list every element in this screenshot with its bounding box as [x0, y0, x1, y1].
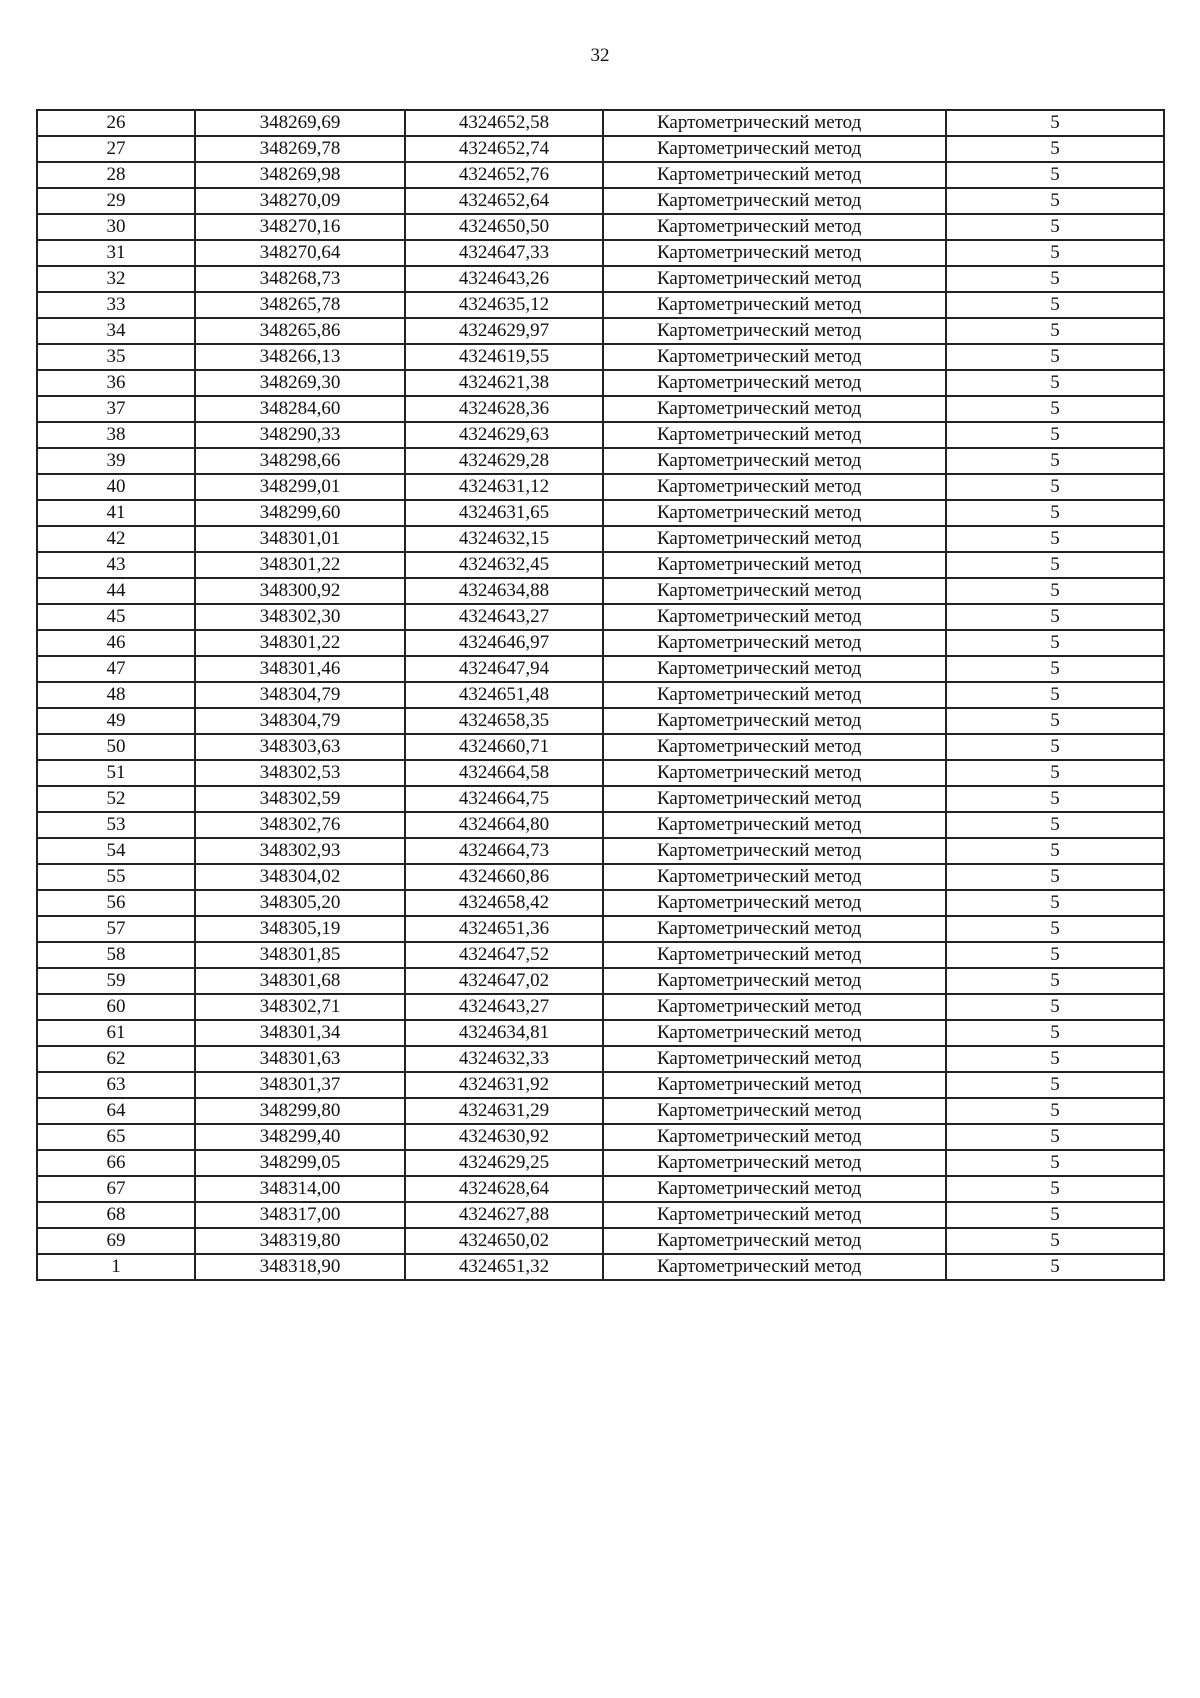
method-cell: Картометрический метод — [603, 370, 946, 396]
y-coordinate-cell: 4324646,97 — [405, 630, 603, 656]
method-cell: Картометрический метод — [603, 630, 946, 656]
point-number-cell: 60 — [37, 994, 195, 1020]
table-row — [37, 708, 1164, 734]
accuracy-cell: 5 — [946, 1124, 1164, 1150]
y-coordinate-cell: 4324627,88 — [405, 1202, 603, 1228]
y-coordinate-cell: 4324651,48 — [405, 682, 603, 708]
accuracy-cell: 5 — [946, 422, 1164, 448]
table-row — [37, 500, 1164, 526]
point-number-cell: 69 — [37, 1228, 195, 1254]
x-coordinate-cell: 348301,68 — [195, 968, 405, 994]
method-cell: Картометрический метод — [603, 890, 946, 916]
x-coordinate-cell: 348290,33 — [195, 422, 405, 448]
method-cell: Картометрический метод — [603, 968, 946, 994]
accuracy-cell: 5 — [946, 1072, 1164, 1098]
x-coordinate-cell: 348270,16 — [195, 214, 405, 240]
x-coordinate-cell: 348314,00 — [195, 1176, 405, 1202]
table-row — [37, 136, 1164, 162]
table-row — [37, 760, 1164, 786]
method-cell: Картометрический метод — [603, 214, 946, 240]
accuracy-cell: 5 — [946, 1228, 1164, 1254]
method-cell: Картометрический метод — [603, 110, 946, 136]
y-coordinate-cell: 4324629,63 — [405, 422, 603, 448]
x-coordinate-cell: 348301,37 — [195, 1072, 405, 1098]
point-number-cell: 44 — [37, 578, 195, 604]
method-cell: Картометрический метод — [603, 396, 946, 422]
point-number-cell: 40 — [37, 474, 195, 500]
x-coordinate-cell: 348269,30 — [195, 370, 405, 396]
table-row — [37, 1228, 1164, 1254]
accuracy-cell: 5 — [946, 266, 1164, 292]
x-coordinate-cell: 348318,90 — [195, 1254, 405, 1280]
point-number-cell: 54 — [37, 838, 195, 864]
accuracy-cell: 5 — [946, 734, 1164, 760]
accuracy-cell: 5 — [946, 864, 1164, 890]
accuracy-cell: 5 — [946, 500, 1164, 526]
table-row — [37, 1020, 1164, 1046]
method-cell: Картометрический метод — [603, 1098, 946, 1124]
method-cell: Картометрический метод — [603, 448, 946, 474]
method-cell: Картометрический метод — [603, 500, 946, 526]
y-coordinate-cell: 4324631,65 — [405, 500, 603, 526]
accuracy-cell: 5 — [946, 1176, 1164, 1202]
accuracy-cell: 5 — [946, 682, 1164, 708]
table-row — [37, 734, 1164, 760]
x-coordinate-cell: 348300,92 — [195, 578, 405, 604]
method-cell: Картометрический метод — [603, 1228, 946, 1254]
table-row — [37, 188, 1164, 214]
accuracy-cell: 5 — [946, 1046, 1164, 1072]
x-coordinate-cell: 348304,02 — [195, 864, 405, 890]
y-coordinate-cell: 4324647,02 — [405, 968, 603, 994]
point-number-cell: 29 — [37, 188, 195, 214]
method-cell: Картометрический метод — [603, 344, 946, 370]
accuracy-cell: 5 — [946, 604, 1164, 630]
x-coordinate-cell: 348269,98 — [195, 162, 405, 188]
table-row — [37, 1124, 1164, 1150]
y-coordinate-cell: 4324621,38 — [405, 370, 603, 396]
x-coordinate-cell: 348303,63 — [195, 734, 405, 760]
method-cell: Картометрический метод — [603, 162, 946, 188]
method-cell: Картометрический метод — [603, 838, 946, 864]
y-coordinate-cell: 4324664,80 — [405, 812, 603, 838]
x-coordinate-cell: 348304,79 — [195, 708, 405, 734]
table-row — [37, 864, 1164, 890]
method-cell: Картометрический метод — [603, 1202, 946, 1228]
point-number-cell: 62 — [37, 1046, 195, 1072]
method-cell: Картометрический метод — [603, 526, 946, 552]
table-row — [37, 656, 1164, 682]
x-coordinate-cell: 348305,19 — [195, 916, 405, 942]
accuracy-cell: 5 — [946, 1020, 1164, 1046]
point-number-cell: 39 — [37, 448, 195, 474]
table-row — [37, 552, 1164, 578]
y-coordinate-cell: 4324631,12 — [405, 474, 603, 500]
y-coordinate-cell: 4324632,33 — [405, 1046, 603, 1072]
table-row — [37, 240, 1164, 266]
y-coordinate-cell: 4324647,52 — [405, 942, 603, 968]
point-number-cell: 26 — [37, 110, 195, 136]
point-number-cell: 37 — [37, 396, 195, 422]
accuracy-cell: 5 — [946, 526, 1164, 552]
point-number-cell: 31 — [37, 240, 195, 266]
method-cell: Картометрический метод — [603, 136, 946, 162]
y-coordinate-cell: 4324628,64 — [405, 1176, 603, 1202]
point-number-cell: 65 — [37, 1124, 195, 1150]
x-coordinate-cell: 348317,00 — [195, 1202, 405, 1228]
table-row — [37, 1176, 1164, 1202]
y-coordinate-cell: 4324664,73 — [405, 838, 603, 864]
method-cell: Картометрический метод — [603, 682, 946, 708]
table-row — [37, 422, 1164, 448]
x-coordinate-cell: 348269,69 — [195, 110, 405, 136]
accuracy-cell: 5 — [946, 292, 1164, 318]
point-number-cell: 52 — [37, 786, 195, 812]
method-cell: Картометрический метод — [603, 1176, 946, 1202]
point-number-cell: 63 — [37, 1072, 195, 1098]
accuracy-cell: 5 — [946, 838, 1164, 864]
x-coordinate-cell: 348302,30 — [195, 604, 405, 630]
x-coordinate-cell: 348302,93 — [195, 838, 405, 864]
y-coordinate-cell: 4324647,33 — [405, 240, 603, 266]
accuracy-cell: 5 — [946, 890, 1164, 916]
x-coordinate-cell: 348301,01 — [195, 526, 405, 552]
x-coordinate-cell: 348301,22 — [195, 552, 405, 578]
x-coordinate-cell: 348302,53 — [195, 760, 405, 786]
accuracy-cell: 5 — [946, 474, 1164, 500]
x-coordinate-cell: 348299,60 — [195, 500, 405, 526]
method-cell: Картометрический метод — [603, 188, 946, 214]
point-number-cell: 45 — [37, 604, 195, 630]
point-number-cell: 55 — [37, 864, 195, 890]
table-row — [37, 110, 1164, 136]
method-cell: Картометрический метод — [603, 318, 946, 344]
table-row — [37, 526, 1164, 552]
x-coordinate-cell: 348284,60 — [195, 396, 405, 422]
method-cell: Картометрический метод — [603, 1150, 946, 1176]
y-coordinate-cell: 4324629,28 — [405, 448, 603, 474]
method-cell: Картометрический метод — [603, 1124, 946, 1150]
point-number-cell: 47 — [37, 656, 195, 682]
x-coordinate-cell: 348299,05 — [195, 1150, 405, 1176]
x-coordinate-cell: 348298,66 — [195, 448, 405, 474]
x-coordinate-cell: 348299,01 — [195, 474, 405, 500]
point-number-cell: 27 — [37, 136, 195, 162]
table-row — [37, 630, 1164, 656]
accuracy-cell: 5 — [946, 240, 1164, 266]
point-number-cell: 58 — [37, 942, 195, 968]
x-coordinate-cell: 348269,78 — [195, 136, 405, 162]
table-row — [37, 318, 1164, 344]
x-coordinate-cell: 348304,79 — [195, 682, 405, 708]
y-coordinate-cell: 4324658,35 — [405, 708, 603, 734]
x-coordinate-cell: 348319,80 — [195, 1228, 405, 1254]
y-coordinate-cell: 4324660,86 — [405, 864, 603, 890]
table-row — [37, 1046, 1164, 1072]
table-row — [37, 448, 1164, 474]
point-number-cell: 36 — [37, 370, 195, 396]
method-cell: Картометрический метод — [603, 994, 946, 1020]
point-number-cell: 64 — [37, 1098, 195, 1124]
accuracy-cell: 5 — [946, 318, 1164, 344]
accuracy-cell: 5 — [946, 110, 1164, 136]
table-row — [37, 578, 1164, 604]
y-coordinate-cell: 4324664,75 — [405, 786, 603, 812]
method-cell: Картометрический метод — [603, 292, 946, 318]
x-coordinate-cell: 348299,80 — [195, 1098, 405, 1124]
accuracy-cell: 5 — [946, 396, 1164, 422]
y-coordinate-cell: 4324631,92 — [405, 1072, 603, 1098]
y-coordinate-cell: 4324635,12 — [405, 292, 603, 318]
table-row — [37, 682, 1164, 708]
method-cell: Картометрический метод — [603, 266, 946, 292]
accuracy-cell: 5 — [946, 552, 1164, 578]
x-coordinate-cell: 348268,73 — [195, 266, 405, 292]
accuracy-cell: 5 — [946, 214, 1164, 240]
method-cell: Картометрический метод — [603, 916, 946, 942]
y-coordinate-cell: 4324650,02 — [405, 1228, 603, 1254]
point-number-cell: 61 — [37, 1020, 195, 1046]
table-row — [37, 812, 1164, 838]
accuracy-cell: 5 — [946, 968, 1164, 994]
point-number-cell: 57 — [37, 916, 195, 942]
accuracy-cell: 5 — [946, 448, 1164, 474]
table-row — [37, 994, 1164, 1020]
y-coordinate-cell: 4324664,58 — [405, 760, 603, 786]
method-cell: Картометрический метод — [603, 240, 946, 266]
accuracy-cell: 5 — [946, 916, 1164, 942]
accuracy-cell: 5 — [946, 344, 1164, 370]
method-cell: Картометрический метод — [603, 604, 946, 630]
accuracy-cell: 5 — [946, 708, 1164, 734]
y-coordinate-cell: 4324632,45 — [405, 552, 603, 578]
x-coordinate-cell: 348270,09 — [195, 188, 405, 214]
table-row — [37, 890, 1164, 916]
point-number-cell: 41 — [37, 500, 195, 526]
coordinates-table — [36, 109, 1165, 1281]
table-row — [37, 968, 1164, 994]
table-row — [37, 1254, 1164, 1280]
method-cell: Картометрический метод — [603, 1254, 946, 1280]
y-coordinate-cell: 4324630,92 — [405, 1124, 603, 1150]
method-cell: Картометрический метод — [603, 1046, 946, 1072]
table-row — [37, 266, 1164, 292]
point-number-cell: 42 — [37, 526, 195, 552]
x-coordinate-cell: 348302,71 — [195, 994, 405, 1020]
point-number-cell: 32 — [37, 266, 195, 292]
accuracy-cell: 5 — [946, 994, 1164, 1020]
point-number-cell: 67 — [37, 1176, 195, 1202]
point-number-cell: 49 — [37, 708, 195, 734]
y-coordinate-cell: 4324652,76 — [405, 162, 603, 188]
accuracy-cell: 5 — [946, 760, 1164, 786]
y-coordinate-cell: 4324658,42 — [405, 890, 603, 916]
table-row — [37, 214, 1164, 240]
table-row — [37, 916, 1164, 942]
table-row — [37, 292, 1164, 318]
method-cell: Картометрический метод — [603, 942, 946, 968]
accuracy-cell: 5 — [946, 942, 1164, 968]
table-row — [37, 942, 1164, 968]
x-coordinate-cell: 348265,78 — [195, 292, 405, 318]
x-coordinate-cell: 348301,22 — [195, 630, 405, 656]
page-number: 32 — [590, 45, 610, 66]
accuracy-cell: 5 — [946, 786, 1164, 812]
table-row — [37, 1150, 1164, 1176]
table-row — [37, 162, 1164, 188]
y-coordinate-cell: 4324643,27 — [405, 604, 603, 630]
accuracy-cell: 5 — [946, 136, 1164, 162]
accuracy-cell: 5 — [946, 370, 1164, 396]
x-coordinate-cell: 348301,46 — [195, 656, 405, 682]
y-coordinate-cell: 4324628,36 — [405, 396, 603, 422]
y-coordinate-cell: 4324643,27 — [405, 994, 603, 1020]
accuracy-cell: 5 — [946, 1098, 1164, 1124]
y-coordinate-cell: 4324647,94 — [405, 656, 603, 682]
method-cell: Картометрический метод — [603, 656, 946, 682]
x-coordinate-cell: 348302,59 — [195, 786, 405, 812]
point-number-cell: 66 — [37, 1150, 195, 1176]
method-cell: Картометрический метод — [603, 1072, 946, 1098]
accuracy-cell: 5 — [946, 1150, 1164, 1176]
accuracy-cell: 5 — [946, 1254, 1164, 1280]
method-cell: Картометрический метод — [603, 734, 946, 760]
y-coordinate-cell: 4324652,58 — [405, 110, 603, 136]
accuracy-cell: 5 — [946, 162, 1164, 188]
y-coordinate-cell: 4324660,71 — [405, 734, 603, 760]
y-coordinate-cell: 4324629,97 — [405, 318, 603, 344]
point-number-cell: 59 — [37, 968, 195, 994]
method-cell: Картометрический метод — [603, 474, 946, 500]
table-row — [37, 786, 1164, 812]
x-coordinate-cell: 348270,64 — [195, 240, 405, 266]
point-number-cell: 35 — [37, 344, 195, 370]
point-number-cell: 1 — [37, 1254, 195, 1280]
table-row — [37, 1202, 1164, 1228]
y-coordinate-cell: 4324643,26 — [405, 266, 603, 292]
coordinates-table-body — [37, 110, 1164, 1280]
x-coordinate-cell: 348301,34 — [195, 1020, 405, 1046]
table-row — [37, 604, 1164, 630]
table-row — [37, 1072, 1164, 1098]
point-number-cell: 56 — [37, 890, 195, 916]
y-coordinate-cell: 4324652,74 — [405, 136, 603, 162]
accuracy-cell: 5 — [946, 578, 1164, 604]
y-coordinate-cell: 4324651,36 — [405, 916, 603, 942]
accuracy-cell: 5 — [946, 656, 1164, 682]
method-cell: Картометрический метод — [603, 708, 946, 734]
y-coordinate-cell: 4324651,32 — [405, 1254, 603, 1280]
point-number-cell: 30 — [37, 214, 195, 240]
y-coordinate-cell: 4324634,81 — [405, 1020, 603, 1046]
y-coordinate-cell: 4324634,88 — [405, 578, 603, 604]
y-coordinate-cell: 4324619,55 — [405, 344, 603, 370]
method-cell: Картометрический метод — [603, 760, 946, 786]
y-coordinate-cell: 4324652,64 — [405, 188, 603, 214]
y-coordinate-cell: 4324629,25 — [405, 1150, 603, 1176]
point-number-cell: 51 — [37, 760, 195, 786]
point-number-cell: 43 — [37, 552, 195, 578]
point-number-cell: 48 — [37, 682, 195, 708]
method-cell: Картометрический метод — [603, 552, 946, 578]
accuracy-cell: 5 — [946, 630, 1164, 656]
accuracy-cell: 5 — [946, 812, 1164, 838]
table-row — [37, 344, 1164, 370]
method-cell: Картометрический метод — [603, 864, 946, 890]
table-row — [37, 1098, 1164, 1124]
method-cell: Картометрический метод — [603, 786, 946, 812]
point-number-cell: 33 — [37, 292, 195, 318]
point-number-cell: 34 — [37, 318, 195, 344]
x-coordinate-cell: 348305,20 — [195, 890, 405, 916]
point-number-cell: 68 — [37, 1202, 195, 1228]
x-coordinate-cell: 348299,40 — [195, 1124, 405, 1150]
method-cell: Картометрический метод — [603, 1020, 946, 1046]
y-coordinate-cell: 4324631,29 — [405, 1098, 603, 1124]
point-number-cell: 38 — [37, 422, 195, 448]
point-number-cell: 53 — [37, 812, 195, 838]
x-coordinate-cell: 348265,86 — [195, 318, 405, 344]
method-cell: Картометрический метод — [603, 422, 946, 448]
x-coordinate-cell: 348301,85 — [195, 942, 405, 968]
table-row — [37, 838, 1164, 864]
x-coordinate-cell: 348301,63 — [195, 1046, 405, 1072]
table-row — [37, 396, 1164, 422]
point-number-cell: 50 — [37, 734, 195, 760]
point-number-cell: 28 — [37, 162, 195, 188]
y-coordinate-cell: 4324632,15 — [405, 526, 603, 552]
method-cell: Картометрический метод — [603, 812, 946, 838]
y-coordinate-cell: 4324650,50 — [405, 214, 603, 240]
x-coordinate-cell: 348266,13 — [195, 344, 405, 370]
method-cell: Картометрический метод — [603, 578, 946, 604]
accuracy-cell: 5 — [946, 1202, 1164, 1228]
x-coordinate-cell: 348302,76 — [195, 812, 405, 838]
point-number-cell: 46 — [37, 630, 195, 656]
table-row — [37, 474, 1164, 500]
table-row — [37, 370, 1164, 396]
accuracy-cell: 5 — [946, 188, 1164, 214]
